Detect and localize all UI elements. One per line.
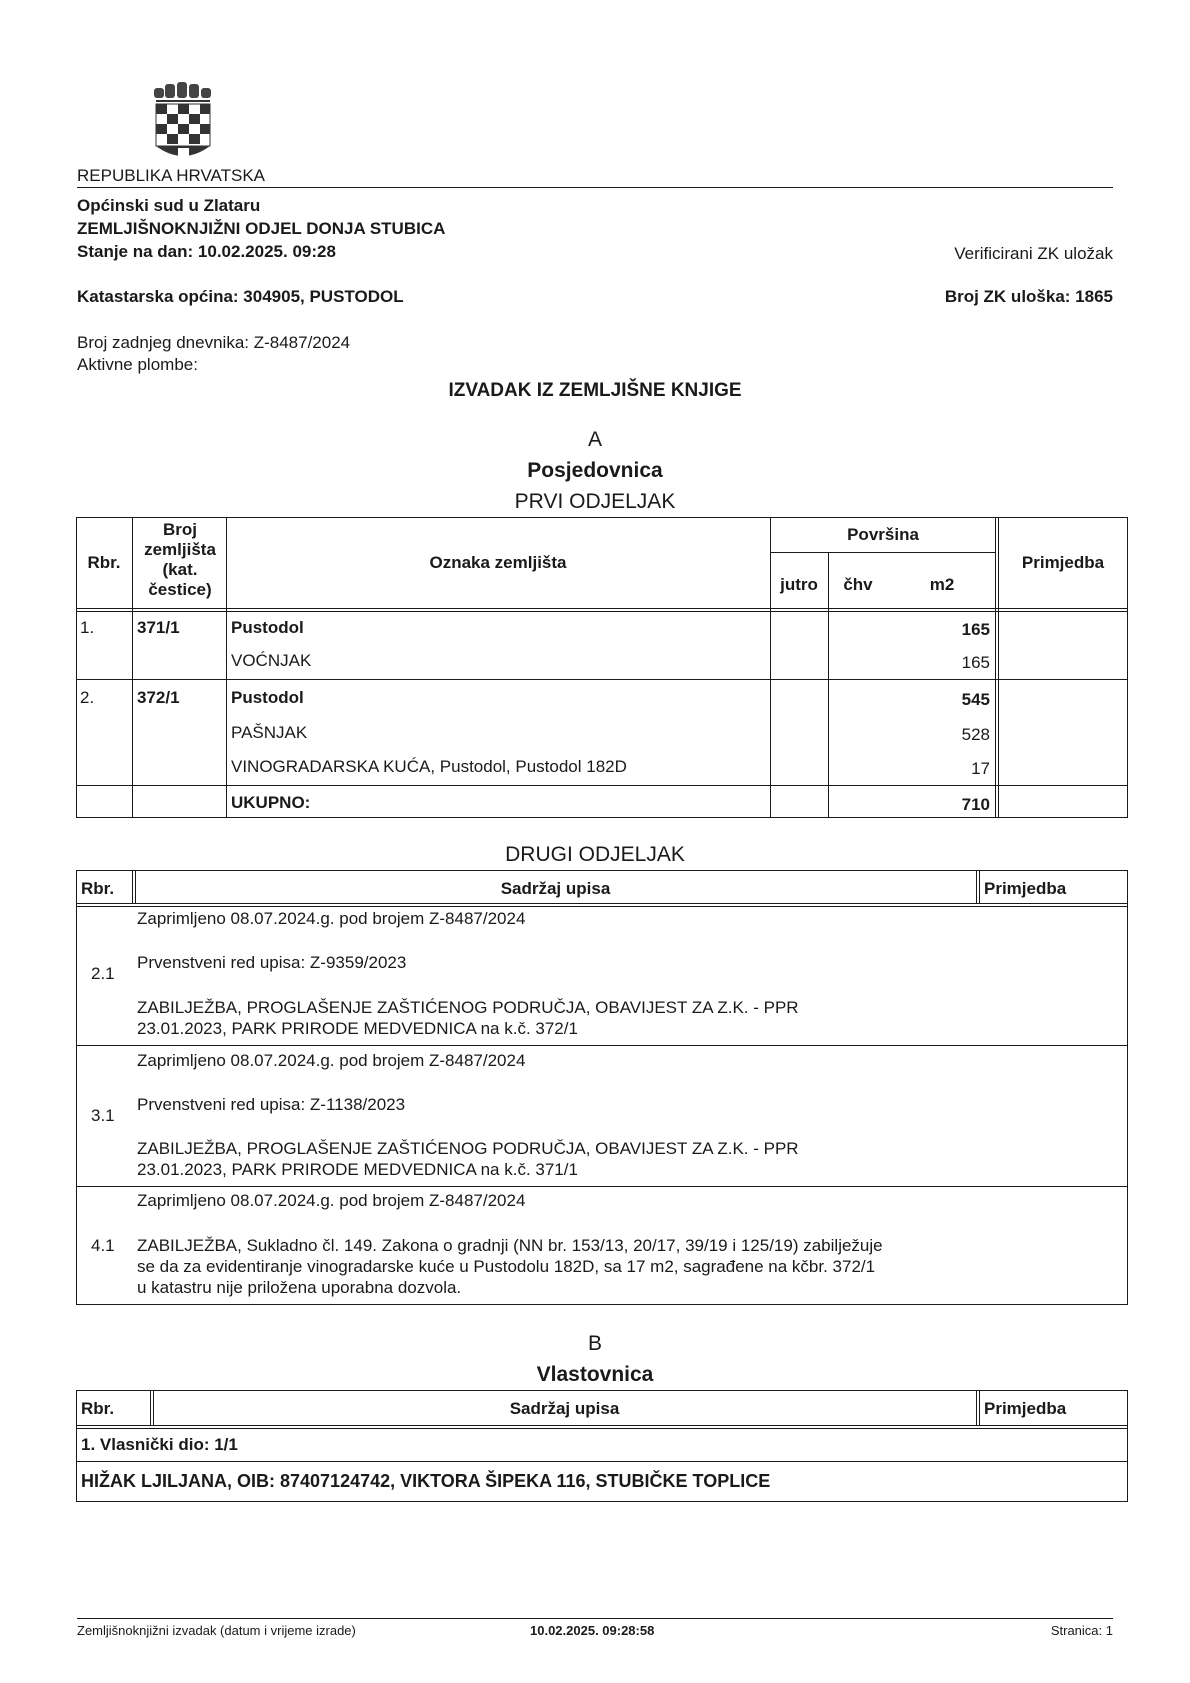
entry1-text1: ZABILJEŽBA, PROGLAŠENJE ZAŠTIĆENOG PODRUČJA, OBAVIJEST ZA Z.K. - PPR	[137, 998, 799, 1017]
footer-rule	[77, 1618, 1113, 1619]
court-name: Općinski sud u Zlataru	[77, 196, 261, 215]
row2-sub1-m2: 528	[961, 725, 990, 744]
row2-sub2-m2: 17	[971, 759, 990, 778]
zk-number: Broj ZK uloška: 1865	[944, 287, 1113, 306]
row2-sub1-name: PAŠNJAK	[231, 723, 308, 742]
row1-m2: 165	[961, 620, 990, 639]
row1-sub1-m2: 165	[961, 653, 990, 672]
entry1-priority: Prvenstveni red upisa: Z-9359/2023	[137, 953, 407, 972]
entry2-rbr: 3.1	[91, 1106, 115, 1125]
col-m2: m2	[929, 575, 955, 594]
row2-sub2-name: VINOGRADARSKA KUĆA, Pustodol, Pustodol 182D	[231, 757, 627, 776]
document-title: IZVADAK IZ ZEMLJIŠNE KNJIGE	[448, 380, 742, 401]
section-b-letter: B	[587, 1332, 602, 1355]
part1-title: PRVI ODJELJAK	[514, 490, 676, 513]
country-name: REPUBLIKA HRVATSKA	[77, 166, 266, 185]
part2-title: DRUGI ODJELJAK	[505, 843, 685, 866]
owner-details: HIŽAK LJILJANA, OIB: 87407124742, VIKTORA ŠIPEKA 116, STUBIČKE TOPLICE	[81, 1471, 771, 1491]
active-seals: Aktivne plombe:	[77, 355, 198, 374]
col-chv: čhv	[843, 575, 873, 594]
part2-col-note: Primjedba	[984, 879, 1067, 898]
col-jutro: jutro	[780, 575, 818, 594]
col-designation: Oznaka zemljišta	[429, 553, 567, 572]
verified-label: Verificirani ZK uložak	[954, 244, 1113, 263]
ownership-col-rbr: Rbr.	[81, 1399, 115, 1418]
footer-label: Zemljišnoknjižni izvadak (datum i vrijeme izrade)	[77, 1623, 356, 1638]
part2-col-rbr: Rbr.	[81, 879, 115, 898]
entry3-rbr: 4.1	[91, 1236, 115, 1255]
col-parcel: Broj zemljišta (kat. čestice)	[144, 520, 216, 599]
section-a-letter: A	[587, 428, 602, 451]
department-name: ZEMLJIŠNOKNJIŽNI ODJEL DONJA STUBICA	[77, 219, 446, 238]
col-area: Površina	[847, 525, 919, 544]
ownership-share: 1. Vlasnički dio: 1/1	[81, 1435, 238, 1454]
total-label: UKUPNO:	[231, 793, 311, 812]
row1-parcel: 371/1	[137, 618, 180, 637]
entry1-received: Zaprimljeno 08.07.2024.g. pod brojem Z-8487/2024	[137, 909, 526, 928]
entry3-received: Zaprimljeno 08.07.2024.g. pod brojem Z-8487/2024	[137, 1191, 526, 1210]
row1-rbr: 1.	[80, 618, 95, 637]
header-rule	[77, 187, 1113, 188]
ownership-col-note: Primjedba	[984, 1399, 1067, 1418]
part2-col-content: Sadržaj upisa	[500, 879, 611, 898]
footer-datetime: 10.02.2025. 09:28:58	[530, 1623, 655, 1638]
croatian-coat-of-arms-icon	[152, 82, 214, 164]
entry1-text2: 23.01.2023, PARK PRIRODE MEDVEDNICA na k.č. 372/1	[137, 1019, 578, 1038]
section-a-name: Posjedovnica	[527, 459, 663, 482]
row1-sub1-name: VOĆNJAK	[231, 651, 312, 670]
last-diary: Broj zadnjeg dnevnika: Z-8487/2024	[77, 333, 351, 352]
ownership-col-content: Sadržaj upisa	[509, 1399, 620, 1418]
entry2-text2: 23.01.2023, PARK PRIRODE MEDVEDNICA na k.č. 371/1	[137, 1160, 578, 1179]
entry3-text3: u katastru nije priložena uporabna dozvola.	[137, 1278, 462, 1297]
status-date: Stanje na dan: 10.02.2025. 09:28	[77, 242, 336, 261]
row2-rbr: 2.	[80, 688, 95, 707]
row2-m2: 545	[961, 690, 990, 709]
entry1-rbr: 2.1	[91, 964, 115, 983]
section-b-name: Vlastovnica	[536, 1363, 654, 1386]
row2-name: Pustodol	[231, 688, 304, 707]
entry2-received: Zaprimljeno 08.07.2024.g. pod brojem Z-8487/2024	[137, 1051, 526, 1070]
row1-name: Pustodol	[231, 618, 304, 637]
entry2-text1: ZABILJEŽBA, PROGLAŠENJE ZAŠTIĆENOG PODRUČJA, OBAVIJEST ZA Z.K. - PPR	[137, 1139, 799, 1158]
footer-page: Stranica: 1	[1050, 1623, 1113, 1638]
entry2-priority: Prvenstveni red upisa: Z-1138/2023	[137, 1095, 406, 1114]
col-note: Primjedba	[1021, 553, 1105, 572]
cadastral-municipality: Katastarska općina: 304905, PUSTODOL	[77, 287, 404, 306]
entry3-text1: ZABILJEŽBA, Sukladno čl. 149. Zakona o gradnji (NN br. 153/13, 20/17, 39/19 i 125/19) zabilježuje	[137, 1236, 883, 1255]
col-rbr: Rbr.	[87, 553, 121, 572]
row2-parcel: 372/1	[137, 688, 180, 707]
entry3-text2: se da za evidentiranje vinogradarske kuće u Pustodolu 182D, sa 17 m2, sagrađene na kčbr. 372/1	[137, 1257, 876, 1276]
total-m2: 710	[961, 795, 990, 814]
